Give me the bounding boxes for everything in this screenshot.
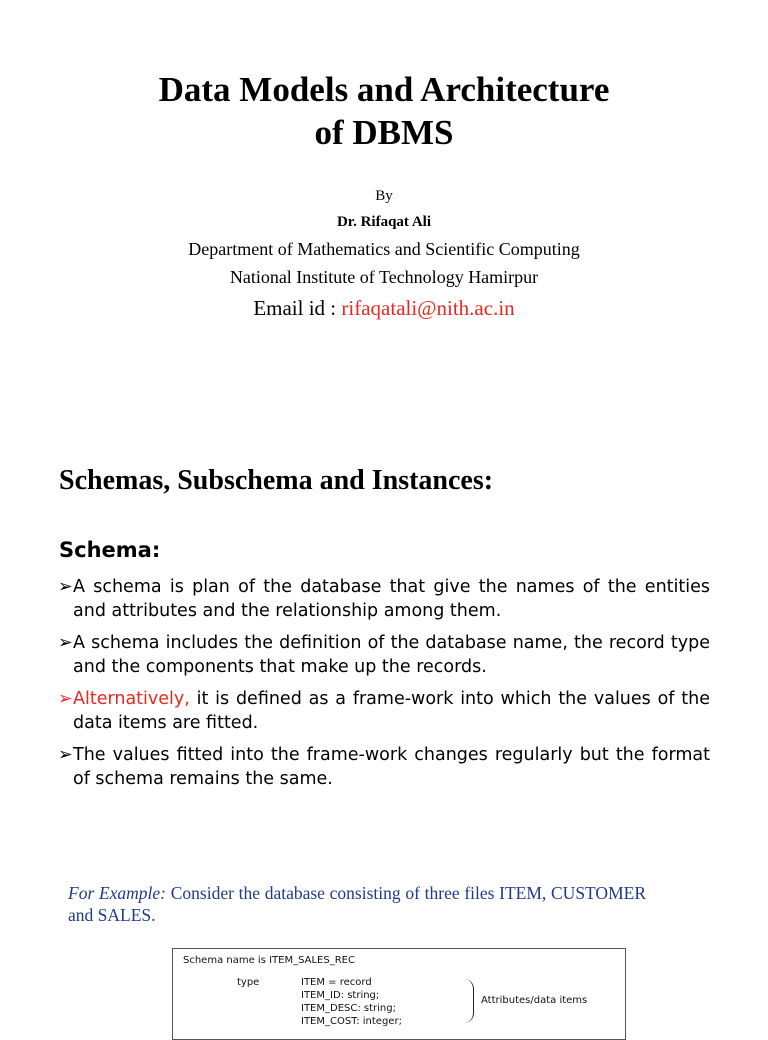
slide-title-line-2: of DBMS [314,113,454,152]
brace-label: Attributes/data items [481,995,588,1006]
record-line: ITEM = record [301,977,372,988]
schema-slide [0,430,768,1027]
schema-bullet-list [58,575,710,799]
schema-figure [172,948,626,1040]
attribute-line: ITEM_ID: string; [301,990,380,1001]
type-label: type [237,977,260,988]
arrow-bullet-icon: ➢ [58,633,73,653]
bullet-item [58,743,710,791]
example-lead: For Example: [68,883,167,903]
brace-icon [463,979,474,1023]
schema-name-line: Schema name is ITEM_SALES_REC [183,955,355,966]
bullet-text: it is defined as a frame-work into which the values of the data items are fitted. [73,689,710,733]
bullet-item [58,631,710,679]
bullet-item [58,575,710,623]
email-label: Email id : [253,296,342,320]
arrow-bullet-icon: ➢ [58,577,73,597]
attribute-line: ITEM_DESC: string; [301,1003,396,1014]
title-slide [0,0,768,430]
bullet-text: A schema is plan of the database that give the names of the entities and attributes and the relationship among them. [73,577,710,621]
attribute-line: ITEM_COST: integer; [301,1016,402,1027]
schema-subheading: Schema: [59,538,161,562]
by-label: By [375,188,393,204]
arrow-bullet-icon: ➢ [58,745,73,765]
bullet-text: A schema includes the definition of the database name, the record type and the components that make up the records. [73,633,710,677]
arrow-bullet-icon: ➢ [58,689,73,709]
author-name: Dr. Rifaqat Ali [336,214,432,230]
slide-title-line-1: Data Models and Architecture [158,70,610,109]
institute-name: National Institute of Technology Hamirpur [229,267,539,287]
bullet-highlight: Alternatively, [73,689,190,709]
department-name: Department of Mathematics and Scientific Computing [188,239,580,259]
email-line [0,295,768,321]
email-link[interactable]: rifaqatali@nith.ac.in [341,296,515,320]
section-heading: Schemas, Subschema and Instances: [59,465,494,496]
example-paragraph [68,882,646,926]
bullet-text: The values fitted into the frame-work changes regularly but the format of schema remains the same. [73,745,710,789]
example-text: Consider the database consisting of three files ITEM, CUSTOMER and SALES. [68,883,646,925]
bullet-item [58,687,710,735]
